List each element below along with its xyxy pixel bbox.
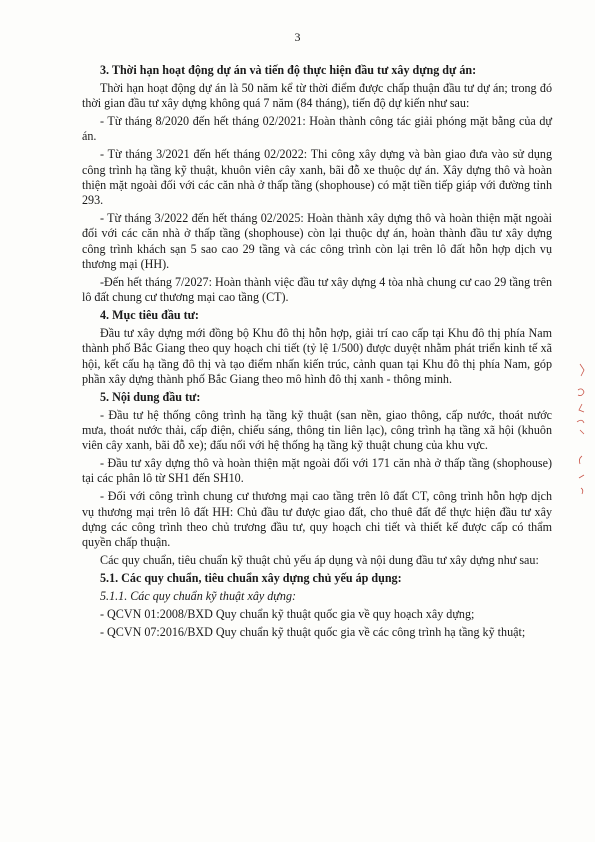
red-stamp-marks-icon <box>560 360 592 500</box>
section-5-1-1-heading: 5.1.1. Các quy chuẩn kỹ thuật xây dựng: <box>100 588 297 603</box>
section-5-item-2: - Đầu tư xây dựng thô và hoàn thiện mặt ngoài đối với 171 căn nhà ở thấp tầng (shophouse) tại các phân lô từ SH1 đến SH10. <box>82 456 552 486</box>
section-3-item-3: - Từ tháng 3/2022 đến hết tháng 02/2025: Hoàn thành xây dựng thô và hoàn thiện mặt ngoài đối với các căn nhà ở thấp tầng (shophouse) còn lại thuộc dự án, hoàn thành đầu tư xây dựng công trình khách sạn 5 sao cao 29 tầng và các công trình còn lại trên lô đất hỗn hợp dịch vụ thương mại (HH). <box>82 211 552 271</box>
section-3-item-1: - Từ tháng 8/2020 đến hết tháng 02/2021: Hoàn thành công tác giải phóng mặt bằng của dự án. <box>82 114 552 144</box>
section-3-item-2: - Từ tháng 3/2021 đến hết tháng 02/2022: Thi công xây dựng và bàn giao đưa vào sử dụng công trình hạ tầng kỹ thuật, khuôn viên cây xanh, bãi đỗ xe thuộc dự án. Xây dựng thô và hoàn thiện mặt ngoài đối với các căn nhà ở thấp tầng (shophouse) có mặt tiền tiếp giáp với đường tỉnh 293. <box>82 147 552 208</box>
section-5-heading: 5. Nội dung đầu tư: <box>100 389 201 404</box>
section-4-heading: 4. Mục tiêu đầu tư: <box>100 308 199 323</box>
section-3-intro: Thời hạn hoạt động dự án là 50 năm kể từ thời điểm được chấp thuận đầu tư dự án; trong đó thời gian đầu tư xây dựng không quá 7 năm (84 tháng), tiến độ dự kiến như sau: <box>82 80 552 111</box>
section-3-heading: 3. Thời hạn hoạt động dự án và tiến độ thực hiện đầu tư xây dựng dự án: <box>100 63 477 77</box>
document-body <box>82 62 552 642</box>
section-5-1-heading: 5.1. Các quy chuẩn, tiêu chuẩn xây dựng chủ yếu áp dụng: <box>100 570 402 585</box>
section-4-body: Đầu tư xây dựng mới đồng bộ Khu đô thị hỗn hợp, giải trí cao cấp tại Khu đô thị phía Nam thành phố Bắc Giang theo quy hoạch chi tiết (tỷ lệ 1/500) được duyệt nhằm phát triển kinh tế xã hội, kết cấu hạ tầng đô thị và tạo điểm nhấn kiến trúc, cảnh quan tại Khu đô thị phía Nam, góp phần xây dựng thành phố Bắc Giang theo mô hình đô thị xanh - thông minh. <box>82 325 552 386</box>
section-5-item-3: - Đối với công trình chung cư thương mại cao tầng trên lô đất CT, công trình hỗn hợp dịch vụ thương mại trên lô đất HH: Chủ đầu tư được giao đất, cho thuê đất để thực hiện đầu tư xây dựng các công trình theo chủ trương đầu tư, quy hoạch chi tiết và thiết kế được cấp có thẩm quyền chấp thuận. <box>82 489 552 550</box>
section-5-item-1: - Đầu tư hệ thống công trình hạ tầng kỹ thuật (san nền, giao thông, cấp nước, thoát nước mưa, thoát nước thải, cấp điện, chiếu sáng, thông tin liên lạc), công trình hạ tầng xã hội (khuôn viên cây xanh, bãi đỗ xe); đấu nối với hệ thống hạ tầng kỹ thuật chung của khu vực. <box>82 407 552 453</box>
section-5-1-1-item-2: - QCVN 07:2016/BXD Quy chuẩn kỹ thuật quốc gia về các công trình hạ tầng kỹ thuật; <box>100 624 526 639</box>
section-5-1-1-item-1: - QCVN 01:2008/BXD Quy chuẩn kỹ thuật quốc gia về quy hoạch xây dựng; <box>100 606 475 621</box>
section-5-summary: Các quy chuẩn, tiêu chuẩn kỹ thuật chủ yếu áp dụng và nội dung đầu tư xây dựng như sau: <box>100 553 539 568</box>
page-number: 3 <box>294 30 301 44</box>
section-3-item-4: -Đến hết tháng 7/2027: Hoàn thành việc đầu tư xây dựng 4 tòa nhà chung cư cao 29 tầng trên lô đất chung cư thương mại cao tầng (CT). <box>82 274 552 305</box>
